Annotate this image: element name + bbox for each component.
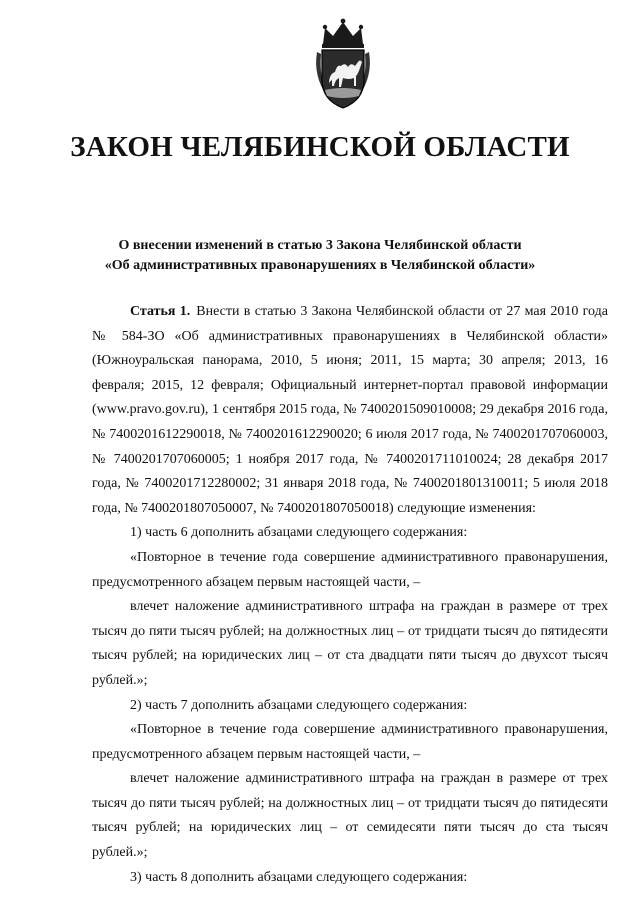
body-paragraph: 2) часть 7 дополнить абзацами следующего содержания: [130, 697, 468, 713]
law-body [92, 300, 608, 890]
body-paragraph: влечет наложение административного штрафа на граждан в размере от трех тысяч до пяти тысяч рублей; на должностных лиц – от тридцати тысяч до пятидесяти тысяч рублей; на юридических лиц – от ста двадцати пяти тысяч до двухсот тысяч рублей.»; [92, 599, 608, 688]
body-paragraph: влечет наложение административного штрафа на граждан в размере от трех тысяч до пяти тысяч рублей; на должностных лиц – от тридцати тысяч до пятидесяти тысяч рублей; на юридических лиц – от семидесяти пяти тысяч до ста тысяч рублей.»; [92, 771, 608, 861]
law-title: ЗАКОН ЧЕЛЯБИНСКОЙ ОБЛАСТИ [70, 131, 570, 163]
subtitle-line-2: «Об административных правонарушениях в Челябинской области» [104, 258, 536, 273]
body-paragraph: «Повторное в течение года совершение административного правонарушения, предусмотренного абзацем первым настоящей части, – [92, 549, 608, 590]
body-paragraph: 1) часть 6 дополнить абзацами следующего содержания: [130, 525, 468, 541]
article-intro: Внести в статью 3 Закона Челябинской области от 27 мая 2010 года № 584-ЗО «Об административных правонарушениях в Челябинской области» (Южноуральская панорама, 2010, 5 июня; 2011, 15 марта; 30 апреля; 2013, 16 февраля; 2015, 12 февраля; Официальный интернет-портал правовой информации (www.pravo.gov.ru), 1 сентября 2015 года, № 7400201509010008; 29 декабря 2016 года, № 7400201612290018, № 7400201612290020; 6 июля 2017 года, № 7400201707060003, № 7400201707060005; 1 ноября 2017 года, № 7400201711010024; 28 декабря 2017 года, № 7400201712280002; 31 января 2018 года, № 7400201801310011; 5 июля 2018 года, № 7400201807050007, № 7400201807050018) следующие изменения: [92, 304, 608, 516]
body-paragraph: «Повторное в течение года совершение административного правонарушения, предусмотренного абзацем первым настоящей части, – [92, 722, 608, 762]
coat-of-arms-icon [313, 14, 373, 112]
article-label: Статья 1. [130, 304, 191, 319]
subtitle-line-1: О внесении изменений в статью 3 Закона Челябинской области [118, 238, 522, 253]
law-subtitle [90, 236, 550, 276]
body-paragraph: 3) часть 8 дополнить абзацами следующего содержания: [130, 869, 468, 885]
article-1-paragraph [92, 300, 608, 521]
